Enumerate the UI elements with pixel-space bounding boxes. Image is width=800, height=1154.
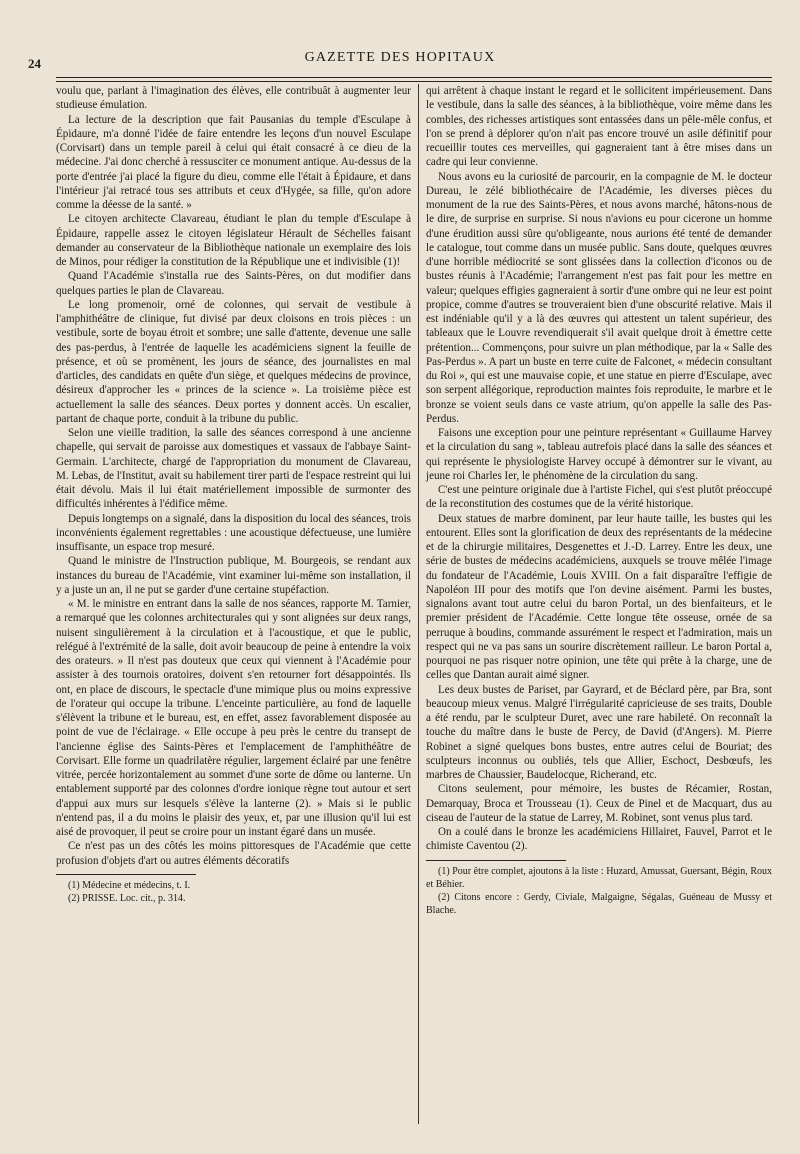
paragraph: Le citoyen architecte Clavareau, étudiant le plan du temple d'Esculape à Épidaure, rappelle assez le citoyen législateur Hérault de Séchelles faisant demander au conservateur de la Bibliothèque nationale un exemplaire des lois de Minos, pour rédiger la constitution de la République une et indivisible (1)! xyxy=(56,213,411,268)
paragraph: voulu que, parlant à l'imagination des élèves, elle contribuât à augmenter leur studieuse émulation. xyxy=(56,85,411,112)
left-column xyxy=(56,84,411,905)
paragraph: Depuis longtemps on a signalé, dans la disposition du local des séances, trois inconvénients également regrettables : une acoustique défectueuse, une lumière insuffisante, un espace trop mesuré. xyxy=(56,512,411,553)
footnote: (1) Médecine et médecins, t. I. xyxy=(68,879,191,891)
paragraph: qui arrêtent à chaque instant le regard et le sollicitent impérieusement. Dans le vestibule, dans la salle des séances, à la bibliothèque, voire même dans les combles, des richesses artistiques sont entassées dans un pêle-mêle confus, et l'on se prend à déplorer qu'on n'ait pas encore trouvé un asile définitif pour recueillir toutes ces merveilles, qui gagneraient tant à être mises dans un cadre qui leur convienne. xyxy=(426,85,772,169)
paragraph: Quand l'Académie s'installa rue des Saints-Pères, on dut modifier dans quelques parties le plan de Clavareau. xyxy=(56,270,411,297)
paragraph: Deux statues de marbre dominent, par leur haute taille, les bustes qui les entourent. Elles sont la glorification de deux des représentants de la médecine et de la chirurgie militaires, Desgenettes et J.-D. Larrey. Entre les deux, une série de bustes de médecins académiciens, auxquels se trouve mêlée l'image du fondateur de l'Académie, Louis XVIII. On a fait disparaître l'effigie de Napoléon III pour des motifs que l'on devine aisément. Parmi les bustes, signalons avant tout autre celui du baron Portal, un des bienfaiteurs, et le premier président de l'Académie. Cette longue tête osseuse, ornée de sa perruque à boudins, commande assurément le respect et l'admiration, mais un respect qui ne va pas sans un sourire discrètement railleur. Le baron Portal a, pourquoi ne pas risquer notre opinion, une tête qui prête à la charge, une de celles que Dantan aurait aimé signer. xyxy=(426,512,772,682)
running-head: GAZETTE DES HOPITAUX xyxy=(304,50,496,65)
footnote: (2) PRISSE. Loc. cit., p. 314. xyxy=(68,892,186,904)
footnote: (1) Pour être complet, ajoutons à la liste : Huzard, Amussat, Guersant, Bégin, Roux et Béhier. xyxy=(426,865,772,890)
header-rule-thin xyxy=(56,81,772,82)
paragraph: Faisons une exception pour une peinture représentant « Guillaume Harvey et la circulation du sang », tableau autrefois placé dans la salle des séances et qui représente le physiologiste Harvey occupé à démontrer sur le vivant, au jeune roi Charles Ier, le phénomène de la circulation du sang. xyxy=(426,427,772,482)
paragraph: Le long promenoir, orné de colonnes, qui servait de vestibule à l'amphithéâtre de clinique, fut divisé par deux cloisons en trois pièces : un vestibule, sorte de boyau étroit et sombre; une salle d'attente, devenue une salle des pas-perdus, à l'entrée de laquelle les académiciens signent la feuille de présence, et où se promènent, les jours de séance, des journalistes en mal d'articles, des candidats en quête d'un siège, et quelques médecins de province, désireux d'approcher les « princes de la science ». La troisième pièce est actuellement la salle des séances. Deux portes y donnent accès. Un escalier, partant de chaque porte, conduit à la tribune du public. xyxy=(56,298,411,425)
column-divider xyxy=(418,84,419,1124)
paragraph: C'est une peinture originale due à l'artiste Fichel, qui s'est plutôt préoccupé de la reconstitution des costumes que de la vérité historique. xyxy=(426,484,772,511)
page-header xyxy=(24,50,776,72)
paragraph: Ce n'est pas un des côtés les moins pittoresques de l'Académie que cette profusion d'objets d'art ou autres éléments décoratifs xyxy=(56,840,411,867)
paragraph: « M. le ministre en entrant dans la salle de nos séances, rapporte M. Tarnier, a remarqué que les colonnes architecturales qui y sont alignées sur deux rangs, nuisent singulièrement à la circulation et à l'acoustique, et que le public, relégué à l'extrémité de la salle, doit avoir beaucoup de peine à entendre la voix des orateurs. » Il n'est pas douteux que ceux qui viennent à l'Académie pour assister à des tournois oratoires, doivent s'en retourner fort désappointés. Ils ont, en place de discours, le spectacle d'une mimique plus ou moins expressive de l'orateur qui occupe la tribune. L'enceinte particulière, au fond de laquelle s'élèvent la tribune et le bureau, est, en effet, assez favorablement disposée au point de vue de l'éclairage. « Elle occupe à peu près le centre du transept de l'ancienne église des Saints-Pères et l'emplacement de l'amphithéâtre de Corvisart. Elle forme un quadrilatère régulier, largement éclairé par une fenêtre vitrée, percée horizontalement au sommet d'une sorte de dôme ou lanterne. Un entablement supporté par des colonnes d'ordre ionique règne tout autour et sert d'appui aux murs sur lesquels s'élève la lanterne (2). » Mais si le public n'entend pas, il a du moins le plaisir des yeux, et, par une illusion qu'il lui est aisé de provoquer, il peut se croire pour un instant égaré dans un musée. xyxy=(56,598,411,838)
paragraph: La lecture de la description que fait Pausanias du temple d'Esculape à Épidaure, m'a donné l'idée de faire entendre les leçons d'un nouvel Esculape (Corvisart) dans un temple pareil à celui qui était consacré à ce dieu de la médecine. J'ai donc cherché à ressusciter ce monument antique. Au-dessus de la porte d'entrée j'ai placé la figure du dieu, comme elle l'était à Épidaure, et dans l'intérieur j'ai retracé tous ses attributs et ceux d'Hygée, sa fille, qu'on adore comme la déesse de la santé. » xyxy=(56,113,411,211)
paragraph: Quand le ministre de l'Instruction publique, M. Bourgeois, se rendant aux instances du bureau de l'Académie, vint examiner lui-même son installation, il y a juste un an, il ne put se garder d'une certaine stupéfaction. xyxy=(56,555,411,596)
paragraph: On a coulé dans le bronze les académiciens Hillairet, Fauvel, Parrot et le chimiste Caventou (2). xyxy=(426,826,772,853)
footnote-rule xyxy=(426,860,566,861)
paragraph: Citons seulement, pour mémoire, les bustes de Récamier, Rostan, Demarquay, Broca et Trousseau (1). Ceux de Pinel et de Macquart, dus au ciseau de l'auteur de la statue de Larrey, M. Robinet, sont venus plus tard. xyxy=(426,783,772,824)
page-number: 24 xyxy=(28,56,41,71)
right-column xyxy=(426,84,772,917)
paragraph: Selon une vieille tradition, la salle des séances correspond à une ancienne chapelle, qui servait de paroisse aux domestiques et vassaux de l'abbaye Saint-Germain. L'architecte, chargé de l'appropriation du monument de Clavareau, M. Lebas, de l'Institut, avait su habilement tirer parti de l'espace restreint qui lui était dévolu. Mais il lui était matériellement impossible de surmonter des difficultés inhérentes à l'édifice même. xyxy=(56,427,411,511)
paragraph: Les deux bustes de Pariset, par Gayrard, et de Béclard père, par Bra, sont beaucoup mieux venus. Malgré l'irrégularité capricieuse de ses traits, Double a été rendu, par le sculpteur Duret, avec une rare habileté. On reconnaît la touche du maître dans le buste de Percy, de David (d'Angers). M. Pierre Robinet a signé quelques bons bustes, entre autres celui de Bouriat; des sculpteurs inconnus ou oubliés, tels que Allier, Eschoct, Desbœufs, les marbres de Chaussier, Baudelocque, Richerand, etc. xyxy=(426,683,772,781)
footnote-rule xyxy=(56,874,196,875)
footnote: (2) Citons encore : Gerdy, Civiale, Malgaigne, Ségalas, Guéneau de Mussy et Blache. xyxy=(426,891,772,916)
header-rule-thick xyxy=(56,77,772,78)
paragraph: Nous avons eu la curiosité de parcourir, en la compagnie de M. le docteur Dureau, le zélé bibliothécaire de l'Académie, les diverses pièces du monument de la rue des Saints-Pères, et nous avons marché, hâtons-nous de le dire, de surprise en surprise. Si nous n'avions eu pour cicerone un homme d'une érudition aussi sûre qu'obligeante, nous aurions été tenté de demander le catalogue, tout comme dans un musée public. Sans doute, quelques œuvres d'une horrible médiocrité se sont glissées dans la collection d'iconos ou de bustes réunis à l'Académie; l'arrangement n'est pas fait pour les mettre en valeur; quelques effigies gagneraient à sortir d'une ombre qui ne leur est point propice, comme d'autres se trouveraient bien d'une obscurité relative. Mais il est indéniable qu'il y a là des œuvres qui attestent un talent supérieur, des tableaux que le Louvre revendiquerait s'il avait quelque droit à émettre cette prétention... Commençons, pour suivre un plan méthodique, par la « Salle des Pas-Perdus ». A part un buste en terre cuite de Falconet, « médecin consultant du Roi », qui est une mauvaise copie, et une statue en pierre d'Esculape, avec son serpent allégorique, reproduction maintes fois reproduite, le marbre et le bronze se voient seuls dans ce vaste atrium, qu'on appelle la salle des Pas-Perdus. xyxy=(426,170,772,425)
